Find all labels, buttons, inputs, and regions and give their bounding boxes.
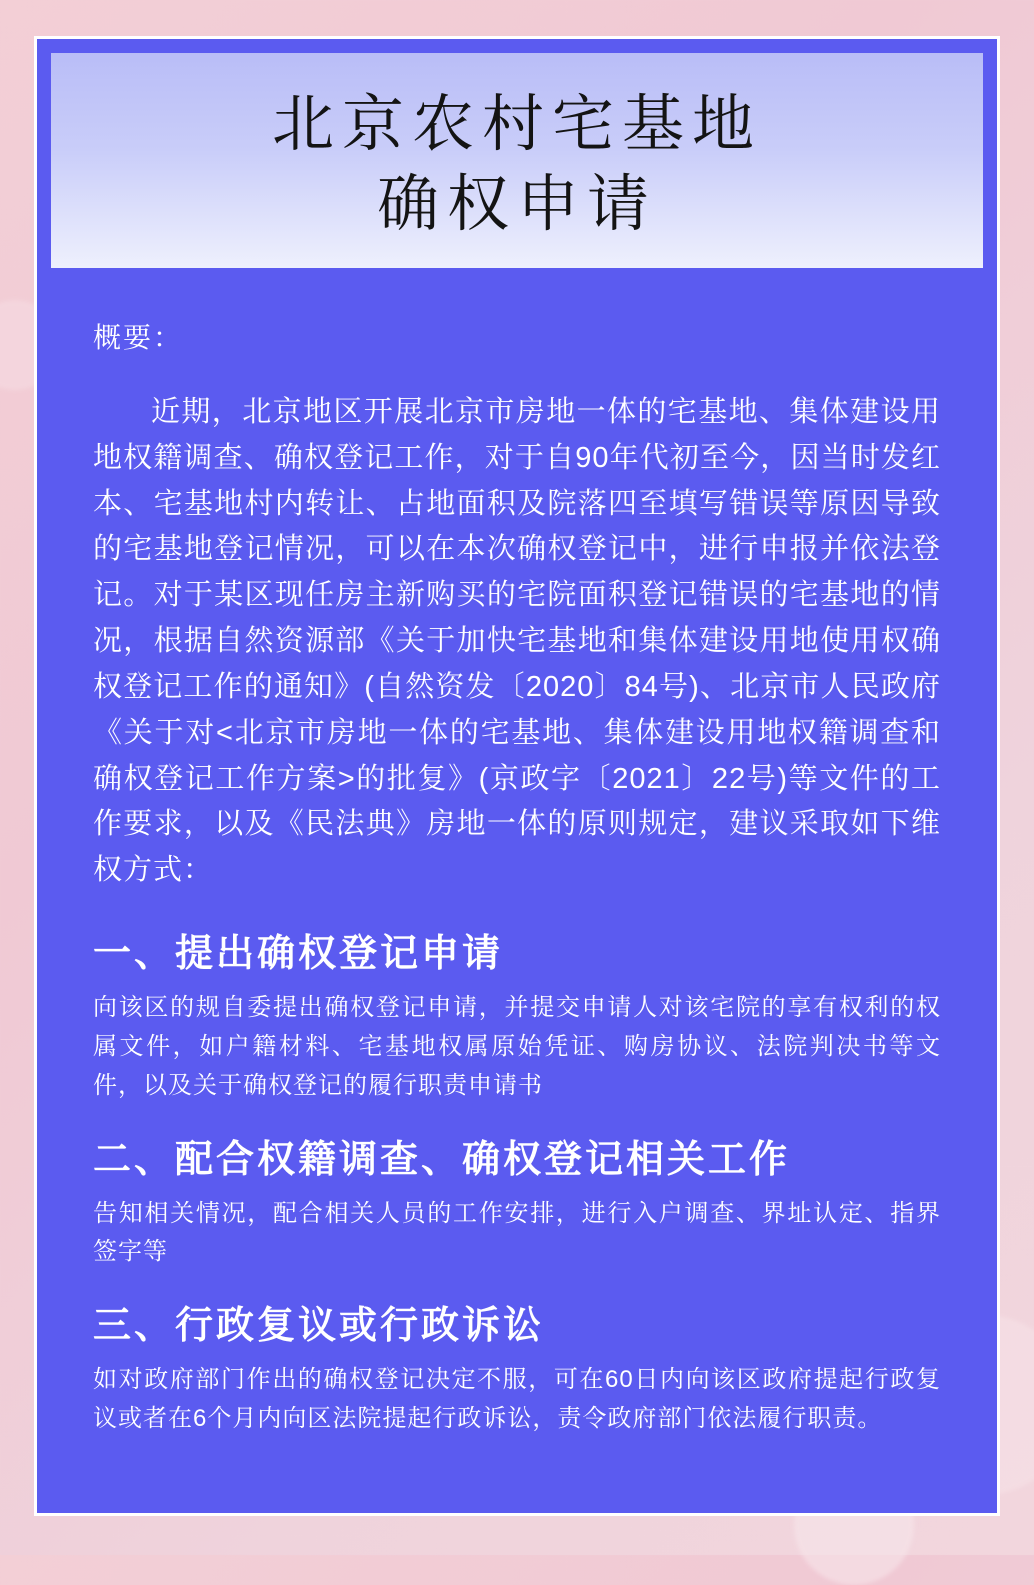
section-1-heading: 一、提出确权登记申请 — [93, 932, 504, 975]
section-3-heading: 三、行政复议或行政诉讼 — [93, 1305, 545, 1348]
section-1 — [93, 922, 941, 1106]
poster-card — [34, 36, 1000, 1516]
summary-label: 概要： — [93, 322, 184, 353]
poster-body — [37, 268, 997, 1459]
section-2 — [93, 1128, 941, 1273]
section-2-body: 告知相关情况，配合相关人员的工作安排，进行入户调查、界址认定、指界签字等 — [93, 1199, 941, 1266]
poster-title-line-1: 北京农村宅基地 — [271, 87, 762, 161]
section-2-heading: 二、配合权籍调查、确权登记相关工作 — [93, 1138, 791, 1181]
section-1-body: 向该区的规自委提出确权登记申请，并提交申请人对该宅院的享有权利的权属文件，如户籍材料、宅基地权属原始凭证、购房协议、法院判决书等文件，以及关于确权登记的履行职责申请书 — [93, 993, 941, 1099]
section-3 — [93, 1294, 941, 1439]
poster-title-line-2: 确权申请 — [376, 166, 657, 240]
poster-title-band — [51, 53, 983, 268]
section-3-body: 如对政府部门作出的确权登记决定不服，可在60日内向该区政府提起行政复议或者在6个月内向区法院提起行政诉讼，责令政府部门依法履行职责。 — [93, 1366, 941, 1433]
summary-paragraph: 近期，北京地区开展北京市房地一体的宅基地、集体建设用地权籍调查、确权登记工作，对于自90年代初至今，因当时发红本、宅基地村内转让、占地面积及院落四至填写错误等原因导致的宅基地登记情况，可以在本次确权登记中，进行申报并依法登记。对于某区现任房主新购买的宅院面积登记错误的宅基地的情况，根据自然资源部《关于加快宅基地和集体建设用地使用权确权登记工作的通知》(自然资发〔2020〕84号)、北京市人民政府《关于对<北京市房地一体的宅基地、集体建设用地权籍调查和确权登记工作方案>的批复》(京政字〔2021〕22号)等文件的工作要求，以及《民法典》房地一体的原则规定，建议采取如下维权方式： — [93, 396, 941, 887]
